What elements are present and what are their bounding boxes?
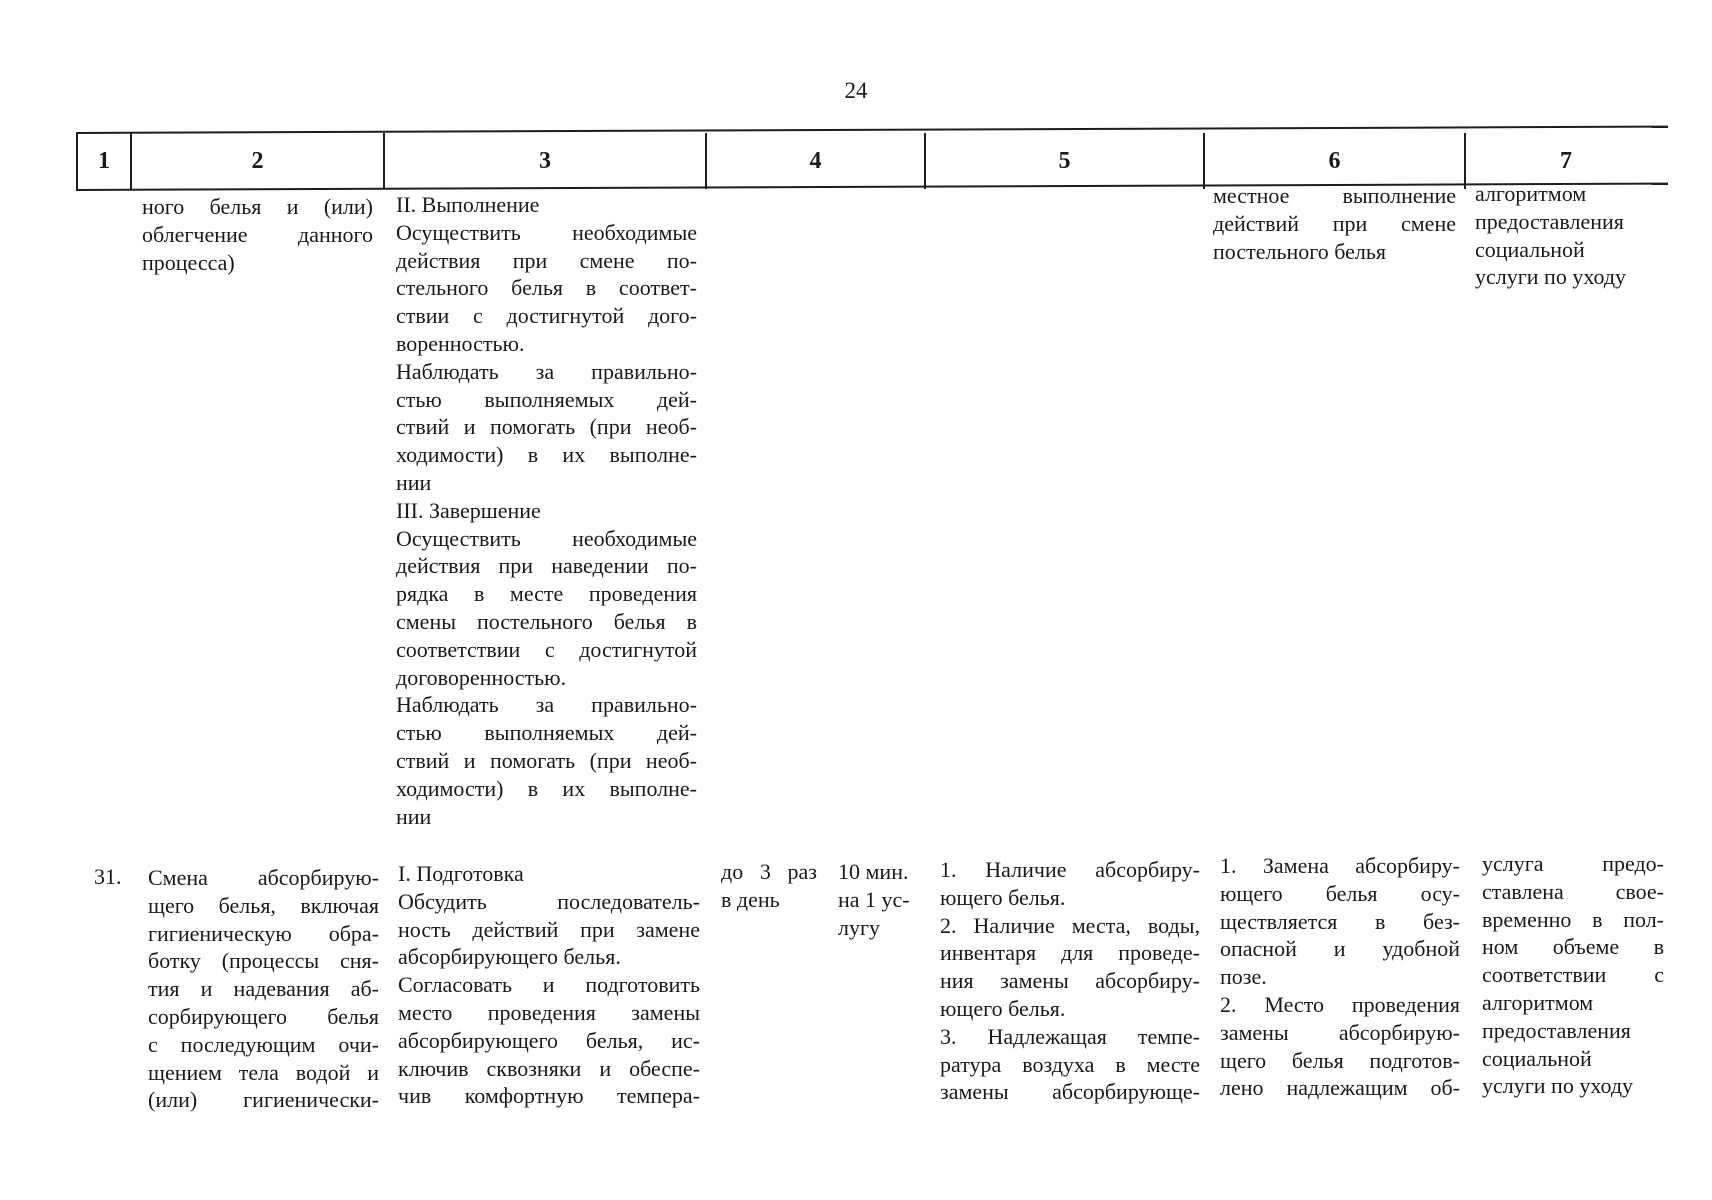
header-col-7: 7 bbox=[1560, 147, 1572, 174]
row-31-col6-text: 1. Замена абсорбиру- ющего белья осу- ществляется в без- опасной и удобной позе. 2. Место проведения замены абсорбирую- щего белья подготов- лено надлежащим об- bbox=[1220, 853, 1460, 1101]
row-31-number: 31. bbox=[94, 864, 122, 889]
row-31-col7-text: услуга предо- ставлена свое- временно в пол- ном объеме в соответствии с алгоритмом предоставления социальной услуги по уходу bbox=[1482, 851, 1664, 1099]
header-col-4: 4 bbox=[809, 147, 822, 174]
header-col-3: 3 bbox=[539, 147, 551, 174]
table-top-rule bbox=[76, 126, 1668, 134]
section-heading-completion: III. Завершение bbox=[396, 497, 541, 523]
prev-row-col7-text: алгоритмом предоставления социальной услуги по уходу bbox=[1475, 181, 1627, 290]
prev-row-col6-text: местное выполнение действий при смене постельного белья bbox=[1213, 183, 1456, 264]
header-col-2: 2 bbox=[251, 147, 264, 174]
prev-row-col3-text: II. Выполнение Осуществить необходимые действия при смене по- стельного белья в соответ- ствии с достигнутой дого- воренностью. Наблюдать за правильно- стью выполняемых дей- ствий и помогать (при необ- ходимости) в их выполне- нии III. Завершение Осуществить необходимые действия при наведении по- рядка в месте проведения смены постельного белья в соответствии с достигнутой договоренностью. Наблюдать за правильно- стью выполняемых дей- ствий и помогать (при необ- ходимости) в их выполне- нии bbox=[396, 192, 697, 829]
header-col-6: 6 bbox=[1328, 147, 1341, 174]
row-31-col4-duration: 10 мин. на 1 ус- лугу bbox=[838, 859, 910, 940]
section-heading-execution: II. Выполнение bbox=[396, 192, 540, 217]
page-number: 24 bbox=[844, 78, 868, 103]
prev-row-col2-text: ного белья и (или) облегчение данного процесса) bbox=[142, 194, 373, 275]
header-col-5: 5 bbox=[1058, 147, 1071, 174]
row-31-col2-text: Смена абсорбирую- щего белья, включая гигиеническую обра- ботку (процессы сня- тия и надевания аб- сорбирующего белья с последующим очи- щением тела водой и (или) гигиенически- bbox=[148, 865, 379, 1113]
header-col-1: 1 bbox=[98, 147, 110, 174]
row-31-col5-text: 1. Наличие абсорбиру- ющего белья. 2. Наличие места, воды, инвентаря для проведе- ния замены абсорбиру- ющего белья. 3. Надлежащая темпе- ратура воздуха в месте замены абсорбирующе- bbox=[940, 857, 1200, 1105]
row-31-col4-frequency: до 3 раз в день bbox=[721, 859, 817, 912]
section-heading-preparation: I. Подготовка bbox=[398, 861, 524, 886]
row-31-col3-text: I. Подготовка Обсудить последователь- ность действий при замене абсорбирующего белья. Согласовать и подготовить место проведения замены абсорбирующего белья, ис- ключив сквозняки и обеспе- чив комфортную темпера- bbox=[398, 861, 700, 1109]
